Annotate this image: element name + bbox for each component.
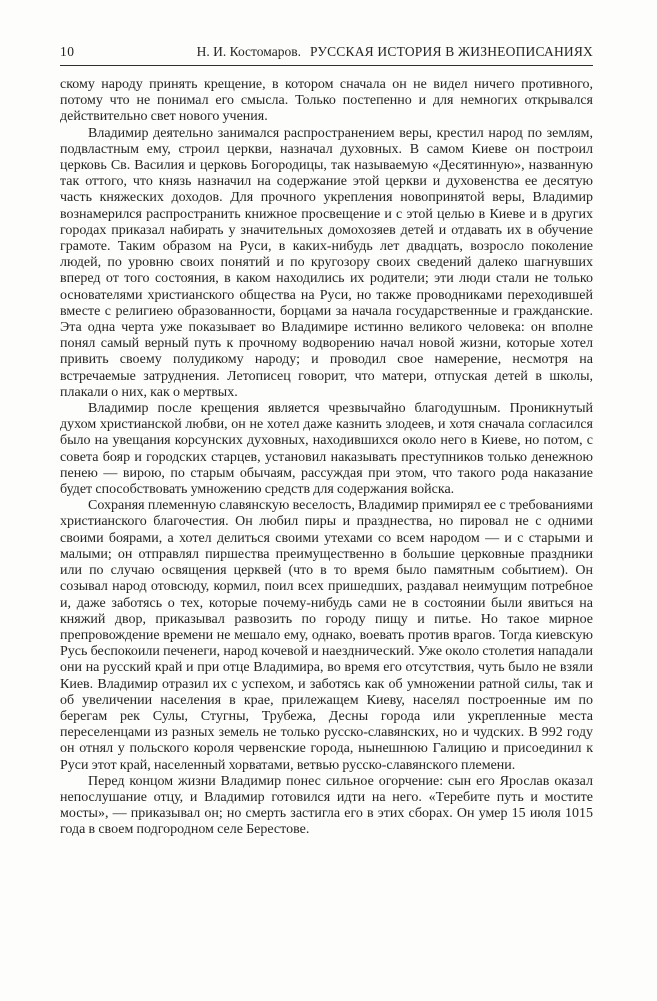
paragraph-continued: скому народу принять крещение, в котором сначала он не видел ничего противного, потому что не понимал его смысла. Только постепенно и для немногих открывался действительно свет нового учения. — [60, 77, 593, 125]
paragraph: Владимир после крещения является чрезвычайно благодушным. Проникнутый духом христианской любви, он не хотел даже казнить злодеев, и хотя сначала согласился было на увещания корсунских духовных, находившихся около него в Киеве, но потом, с совета бояр и городских старцев, установил наказывать преступников только денежною пенею — вирою, по старым обычаям, рассуждая при этом, что такого рода наказание будет способствовать умножению средств для содержания войска. — [60, 401, 593, 498]
running-head-author: Н. И. Костомаров. — [196, 44, 301, 59]
paragraph: Сохраняя племенную славянскую веселость, Владимир примирял ее с требованиями христианского благочестия. Он любил пиры и празднества, но пировал не с одними своими боярами, а хотел делиться своими утехами со всем народом — и с старыми и малыми; он отправлял пиршества преимущественно в большие церковные праздники или по случаю освящения церквей (что в то время было памятным событием). Он созывал народ отовсюду, кормил, поил всех пришедших, раздавал неимущим потребное и, даже заботясь о тех, которые почему-нибудь сами не в состоянии были явиться на княжий двор, приказывал развозить по городу пищу и питье. Но такое мирное препровождение времени не мешало ему, однако, воевать против врагов. Тогда киевскую Русь беспокоили печенеги, народ кочевой и наезднический. Уже около столетия нападали они на русский край и при отце Владимира, во время его отсутствия, чуть было не взяли Киев. Владимир отразил их с успехом, и заботясь как об умножении ратной силы, так и об увеличении населения в крае, прилежащем Киеву, населял построенные им по берегам рек Сулы, Стугны, Трубежа, Десны города или укрепленные места переселенцами из разных земель не только русско-славянских, но и чудских. В 992 году он отнял у польского короля червенские города, нынешнюю Галицию и присоединил к Руси этот край, населенный хорватами, ветвью русско-славянского племени. — [60, 498, 593, 773]
paragraph: Владимир деятельно занимался распространением веры, крестил народ по землям, подвластным ему, строил церкви, назначал духовных. В самом Киеве он построил церковь Св. Василия и церковь Богородицы, так называемую «Десятинную», названную так оттого, что князь назначил на содержание этой церкви и духовенства ее десятую часть княжеских доходов. Для прочного укрепления новопринятой веры, Владимир вознамерился распространить книжное просвещение и с этой целью в Киеве и в других городах приказал набирать у значительных домохозяев детей и отдавать их в обучение грамоте. Таким образом на Руси, в каких-нибудь лет двадцать, возросло поколение людей, по уровню своих понятий и по кругозору своих сведений далеко шагнувших вперед от того состояния, в каком находились их родители; эти люди стали не только основателями христианского общества на Руси, но также проводниками переходившей вместе с религиею образованности, борцами за начала государственные и гражданские. Эта одна черта уже показывает во Владимире истинно великого человека: он вполне понял самый верный путь к прочному водворению начал новой жизни, которые хотел привить своему полудикому народу; и проводил свое намерение, несмотря на встречаемые затруднения. Летописец говорит, что матери, отпуская детей в школы, плакали о них, как о мертвых. — [60, 125, 593, 400]
page-body — [60, 77, 593, 839]
running-head — [197, 44, 593, 60]
paragraph: Перед концом жизни Владимир понес сильное огорчение: сын его Ярослав оказал непослушание отцу, и Владимир готовился идти на него. «Теребите путь и мостите мосты», — приказывал он; но смерть застигла его в этих сборах. Он умер 15 июля 1015 года в своем подгородном селе Берестове. — [60, 773, 593, 838]
page-number: 10 — [60, 44, 75, 59]
running-header — [60, 44, 593, 66]
running-head-title: РУССКАЯ ИСТОРИЯ В ЖИЗНЕОПИСАНИЯХ — [309, 44, 593, 59]
